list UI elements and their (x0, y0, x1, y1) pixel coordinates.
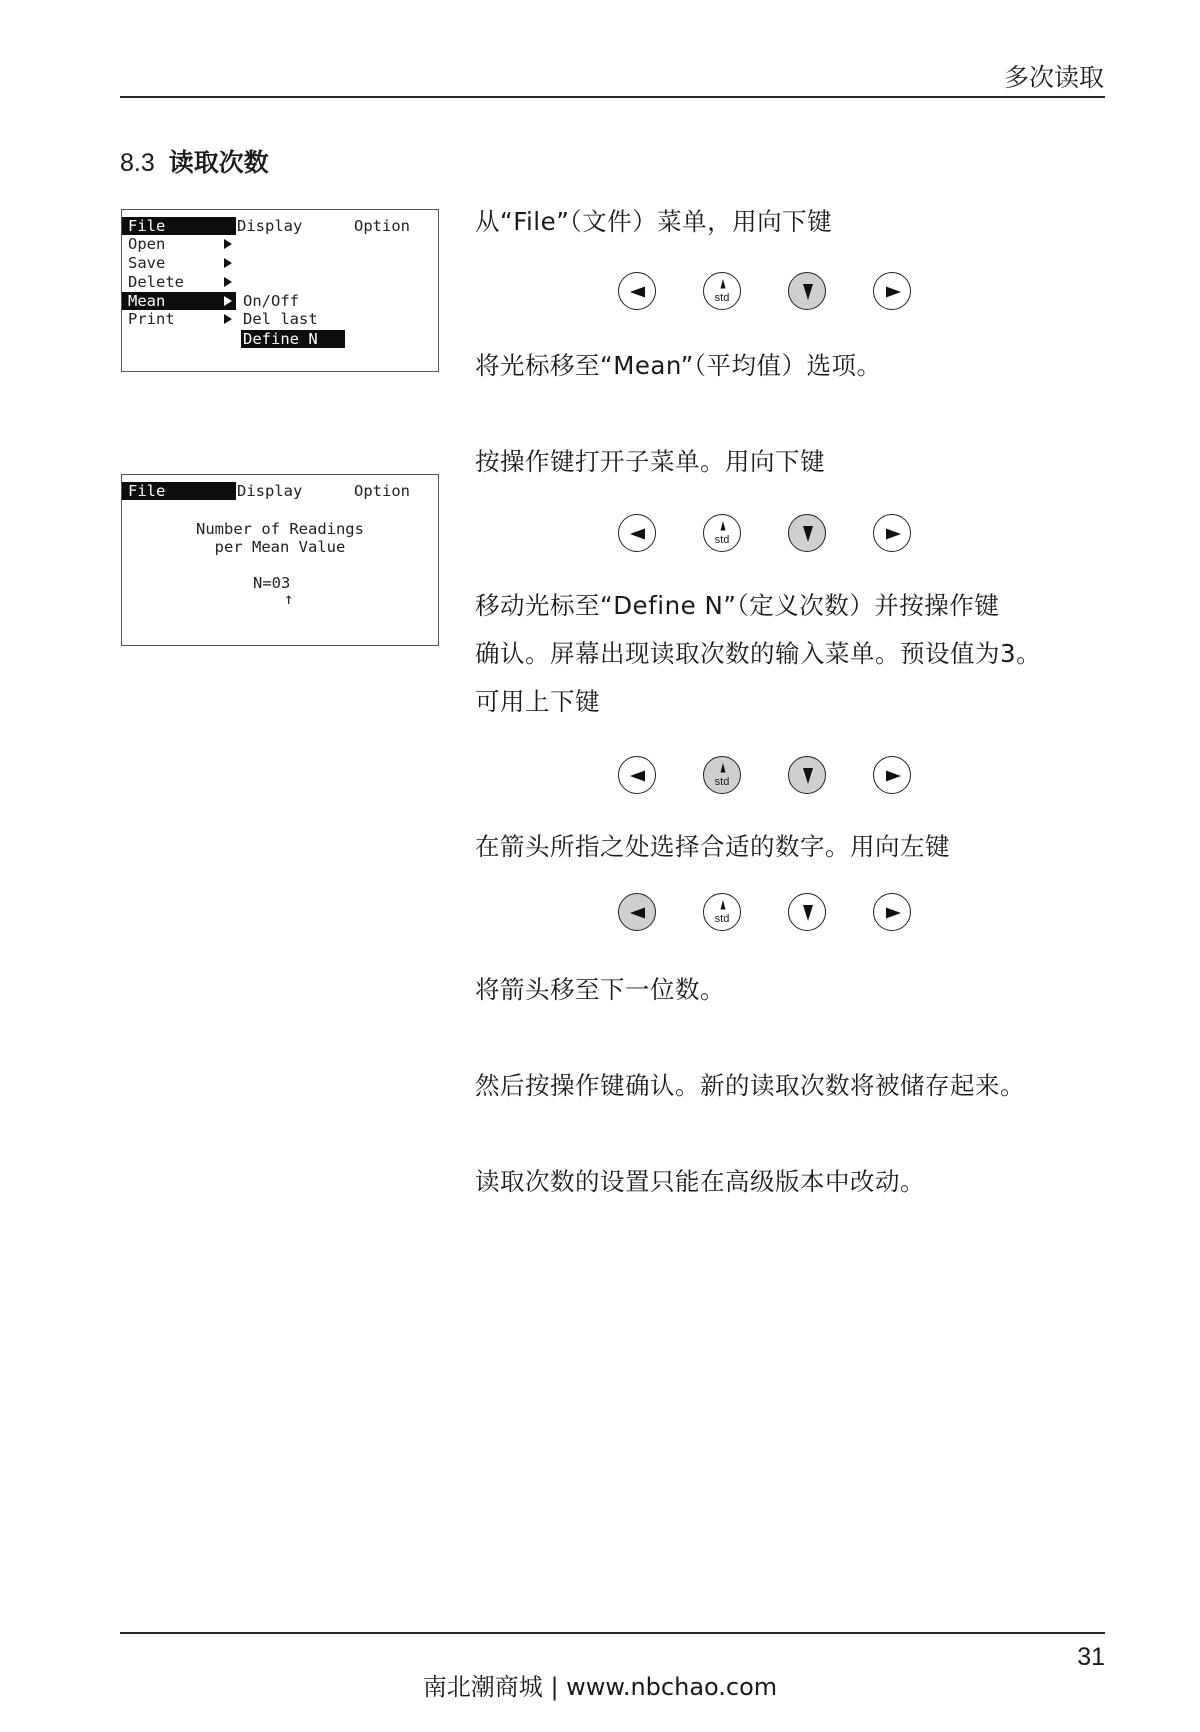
left-key-icon (618, 514, 656, 552)
std-label: std (714, 292, 730, 304)
menu-display: Display (237, 482, 303, 500)
std-label: std (714, 776, 730, 788)
down-key-icon (788, 272, 826, 310)
lcd-screen-define-n (121, 474, 439, 646)
right-key-icon (873, 756, 911, 794)
page-number: 31 (1077, 1643, 1105, 1671)
menu-file: File (122, 482, 236, 500)
instruction-3: 按操作键打开子菜单。用向下键 (475, 447, 825, 476)
header-title: 多次读取 (1003, 63, 1104, 92)
std-label: std (714, 534, 730, 546)
right-key-icon (873, 893, 911, 931)
left-key-icon (618, 756, 656, 794)
instruction-5: 在箭头所指之处选择合适的数字。用向左键 (475, 832, 950, 861)
key-row-3 (618, 756, 918, 798)
submenu-arrow-icon (224, 314, 232, 324)
right-key-icon (873, 272, 911, 310)
submenu-onoff: On/Off (243, 292, 299, 310)
up-std-key-icon (703, 272, 741, 310)
instruction-4 (475, 582, 1115, 726)
up-std-key-icon (703, 893, 741, 931)
instruction-4-line-1: 移动光标至“Define N”（定义次数）并按操作键 (475, 591, 1000, 620)
menu-display: Display (237, 217, 303, 235)
section-title: 读取次数 (168, 148, 269, 177)
menu-option: Option (354, 482, 410, 500)
up-std-key-icon (703, 514, 741, 552)
key-row-2 (618, 514, 918, 556)
menu-item-delete: Delete (128, 273, 184, 291)
section-heading (120, 143, 269, 179)
footer-rule (120, 1632, 1105, 1634)
screen-value-n: N=03 (253, 574, 291, 592)
down-key-icon (788, 514, 826, 552)
screen-line-1: Number of Readings (196, 520, 364, 538)
down-key-icon (788, 893, 826, 931)
menu-file: File (122, 217, 236, 235)
menu-item-print: Print (128, 310, 175, 328)
submenu-del-last: Del last (243, 310, 318, 328)
submenu-define-n: Define N (241, 330, 345, 348)
down-key-icon (788, 756, 826, 794)
submenu-arrow-icon (224, 277, 232, 287)
header-rule (120, 96, 1105, 98)
lcd-screen-menu (121, 209, 439, 372)
submenu-arrow-icon (224, 296, 232, 306)
instruction-1: 从“File”（文件）菜单，用向下键 (475, 207, 833, 236)
menu-item-mean: Mean (122, 292, 236, 310)
menu-item-open: Open (128, 235, 166, 253)
key-row-4 (618, 893, 918, 935)
digit-cursor-arrow-icon: ↑ (284, 590, 294, 608)
instruction-2: 将光标移至“Mean”（平均值）选项。 (475, 351, 882, 380)
section-number: 8.3 (120, 149, 155, 177)
instruction-4-line-3: 可用上下键 (475, 687, 600, 716)
right-key-icon (873, 514, 911, 552)
screen-line-2: per Mean Value (214, 538, 346, 556)
submenu-arrow-icon (224, 258, 232, 268)
instruction-6: 将箭头移至下一位数。 (475, 975, 725, 1004)
std-label: std (714, 913, 730, 925)
instruction-8: 读取次数的设置只能在高级版本中改动。 (475, 1167, 925, 1196)
instruction-4-line-2: 确认。屏幕出现读取次数的输入菜单。预设值为3。 (475, 639, 1042, 668)
left-key-icon (618, 893, 656, 931)
up-std-key-icon (703, 756, 741, 794)
instruction-7: 然后按操作键确认。新的读取次数将被储存起来。 (475, 1071, 1025, 1100)
menu-item-save: Save (128, 254, 166, 272)
footer-text: 南北潮商城 | www.nbchao.com (422, 1673, 778, 1701)
submenu-arrow-icon (224, 239, 232, 249)
menu-option: Option (354, 217, 410, 235)
left-key-icon (618, 272, 656, 310)
key-row-1 (618, 272, 918, 314)
